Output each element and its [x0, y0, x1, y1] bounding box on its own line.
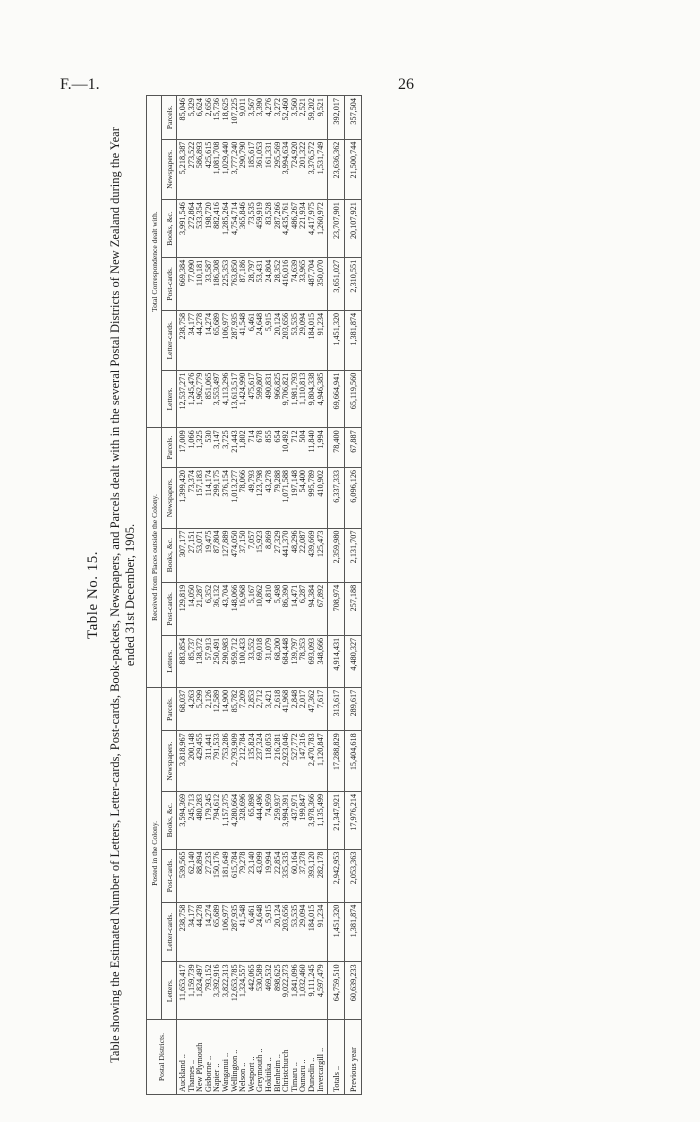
totals-cell: 1,451,320: [328, 310, 345, 370]
received-books: 307,177 27,151 53,071 19,475 87,804 127,889 474,050 37,150 7,057 15,923 8,869 27,329 441,370 48,296 22,087 439,669 125,473: [177, 528, 328, 582]
table-row-totals: [328, 96, 345, 1095]
posted-books: 3,594,369 245,713 480,283 179,245 794,612 1,157,375 4,280,664 328,696 65,898 444,496 74,959 259,937 3,994,391 437,971 199,847 3,978,366 1,135,499: [177, 791, 328, 849]
rotated-table-page: [85, 95, 645, 1095]
col-letter-cards: Letter-cards.: [162, 310, 177, 370]
previous-cell: 2,053,363: [345, 849, 362, 902]
total-letters: 12,537,271 1,245,476 1,962,779 851,065 3,553,497 4,113,296 13,613,517 1,424,990 475,617 599,807 490,831 966,825 9,706,821 1,981,793 1,110,813 9,804,338 4,946,385: [177, 370, 328, 428]
col-newspapers: Newspapers.: [162, 139, 177, 200]
col-letters: Letters.: [162, 635, 177, 687]
previous-cell: 1,381,874: [345, 310, 362, 370]
previous-cell: 17,976,214: [345, 791, 362, 849]
totals-cell: 21,347,921: [328, 791, 345, 849]
total-post-cards: 669,384 77,090 110,181 33,587 186,308 225,353 763,850 87,186 28,797 53,431 24,804 28,352 416,016 74,639 33,965 487,704 350,070: [177, 257, 328, 310]
previous-cell: 2,310,551: [345, 257, 362, 310]
totals-cell: 23,707,901: [328, 200, 345, 258]
previous-cell: 289,617: [345, 687, 362, 731]
previous-cell: 15,404,618: [345, 731, 362, 792]
col-parcels: Parcels.: [162, 96, 177, 140]
totals-label: Totals ..: [328, 1020, 345, 1095]
group-received: Received from Places outside the Colony.: [147, 428, 162, 688]
previous-cell: 65,119,560: [345, 370, 362, 428]
received-letters: 883,854 85,737 138,372 57,913 250,491 290,983 959,712 100,433 33,552 69,018 31,079 68,200 684,448 139,797 78,353 693,093 348,666: [177, 635, 328, 687]
totals-cell: 4,914,431: [328, 635, 345, 687]
totals-cell: 1,451,320: [328, 902, 345, 962]
totals-cell: 17,288,829: [328, 731, 345, 792]
previous-cell: 20,107,921: [345, 200, 362, 258]
district-names: Auckland .. Thames .. New Plymouth Gisborne .. Napier .. Wanganui .. Wellington .. Nelson .. Westport .. Greymouth .. Hokitika .. Blenheim .. Christchurch Timaru .. Oamaru .. Dunedin .. Invercargill ..: [177, 1020, 328, 1095]
total-books: 3,991,546 272,864 533,354 198,720 882,416 1,285,264 4,754,714 365,846 73,535 459,919 83,528 287,266 4,435,761 486,267 221,934 4,417,975 1,260,972: [177, 200, 328, 258]
previous-cell: 6,096,126: [345, 467, 362, 528]
totals-cell: 708,974: [328, 582, 345, 635]
col-post-cards: Post-cards.: [162, 849, 177, 902]
table-number: Table No. 15.: [85, 551, 101, 639]
received-newspapers: 1,399,420 73,374 157,183 114,174 299,175 376,154 1,013,277 78,066 49,793 123,798 43,278 79,288 1,071,588 197,148 54,400 995,789 410,902: [177, 467, 328, 528]
totals-cell: 64,759,510: [328, 962, 345, 1020]
group-posted: Posted in the Colony.: [147, 687, 162, 1019]
received-post-cards: 129,819 14,050 21,287 6,352 36,132 43,704 148,066 16,968 5,167 10,862 4,810 5,498 86,390 14,471 6,287 94,384 67,892: [177, 582, 328, 635]
posted-newspapers: 3,818,967 200,148 429,455 311,441 791,533 753,286 2,793,909 212,784 135,824 237,324 118,053 216,281 2,923,046 527,772 147,316 2,470,783 1,120,847: [177, 731, 328, 792]
previous-cell: 357,504: [345, 96, 362, 140]
previous-cell: 1,381,874: [345, 902, 362, 962]
col-post-cards: Post-cards.: [162, 582, 177, 635]
total-newspapers: 5,218,387 273,522 586,893 425,615 1,081,708 1,029,440 3,777,240 290,790 185,617 361,053 161,331 295,569 3,994,634 724,920 201,322 3,376,572 1,531,749: [177, 139, 328, 200]
previous-cell: 257,188: [345, 582, 362, 635]
posted-parcels: 68,037 4,263 5,299 2,126 12,589 14,900 85,782 7,209 2,853 2,712 3,421 2,618 41,968 2,848 2,017 47,362 7,617: [177, 687, 328, 731]
previous-cell: 4,480,327: [345, 635, 362, 687]
col-letters: Letters.: [162, 370, 177, 428]
previous-cell: 60,639,233: [345, 962, 362, 1020]
previous-cell: 2,131,707: [345, 528, 362, 582]
received-parcels: 17,009 1,066 1,325 530 3,147 3,725 21,443 1,802 714 678 855 654 10,492 712 504 11,840 1,994: [177, 428, 328, 468]
totals-cell: 78,400: [328, 428, 345, 468]
col-books: Books, &c.: [162, 791, 177, 849]
col-letter-cards: Letter-cards.: [162, 902, 177, 962]
postal-statistics-table: [146, 95, 362, 1095]
page-number: 26: [398, 76, 414, 93]
totals-cell: 392,017: [328, 96, 345, 140]
table-row-previous-year: [345, 96, 362, 1095]
col-parcels: Parcels.: [162, 687, 177, 731]
col-postal-districts: Postal Districts.: [147, 1020, 177, 1095]
col-books: Books, &c.: [162, 200, 177, 258]
totals-cell: 23,636,362: [328, 139, 345, 200]
totals-cell: 313,617: [328, 687, 345, 731]
posted-post-cards: 539,565 62,140 88,894 27,235 150,176 181,649 615,784 79,278 23,140 43,099 19,994 22,854 335,335 60,164 37,378 393,120 282,178: [177, 849, 328, 902]
totals-cell: 2,942,953: [328, 849, 345, 902]
totals-cell: 3,651,027: [328, 257, 345, 310]
col-books: Books, &c.: [162, 528, 177, 582]
total-parcels: 85,046 5,329 6,624 2,656 15,736 18,625 107,225 9,011 3,567 3,390 4,276 3,272 52,460 3,560 2,521 59,202 9,521: [177, 96, 328, 140]
col-newspapers: Newspapers.: [162, 467, 177, 528]
col-letters: Letters.: [162, 962, 177, 1020]
table-row-districts: [177, 96, 328, 1095]
col-newspapers: Newspapers.: [162, 731, 177, 792]
previous-label: Previous year: [345, 1020, 362, 1095]
total-letter-cards: 238,758 34,177 44,278 14,274 65,689 106,977 287,935 41,548 6,461 24,648 5,915 20,124 203,656 53,535 29,094 184,015 91,234: [177, 310, 328, 370]
col-post-cards: Post-cards.: [162, 257, 177, 310]
totals-cell: 2,359,980: [328, 528, 345, 582]
group-total: Total Correspondence dealt with.: [147, 96, 162, 428]
posted-letter-cards: 238,758 34,177 44,278 14,274 65,689 106,977 287,935 41,548 6,461 24,648 5,915 20,124 203,656 53,535 29,094 184,015 91,234: [177, 902, 328, 962]
col-parcels: Parcels.: [162, 428, 177, 468]
posted-letters: 11,653,417 1,159,739 1,824,497 793,152 3,392,916 3,822,313 12,653,785 1,324,557 442,065 530,589 469,532 898,625 9,022,373 1,841,096 1,032,460 9,111,245 4,597,479: [177, 962, 328, 1020]
totals-cell: 6,337,333: [328, 467, 345, 528]
totals-cell: 69,664,941: [328, 370, 345, 428]
previous-cell: 21,500,744: [345, 139, 362, 200]
page-marker: F.—1.: [60, 76, 100, 93]
previous-cell: 67,887: [345, 428, 362, 468]
table-title: Table showing the Estimated Number of Letters, Letter-cards, Post-cards, Book-packets, Newspapers, and Parcels dealt with in the several Postal Districts of New Zealand during the Year ended 31st December, 1905.: [108, 127, 137, 1063]
